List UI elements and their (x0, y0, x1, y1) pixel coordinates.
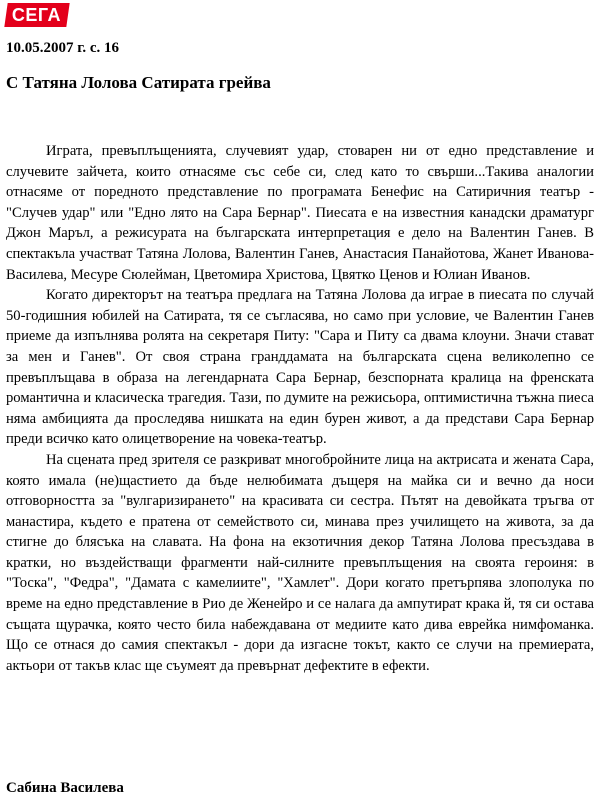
article-paragraph: Когато директорът на театъра предлага на Татяна Лолова да играе в пиесата по случай 50-годишния юбилей на Сатирата, тя се съгласява, но само при условие, че Валентин Ганев приеме да изпълнява ролята на секретаря Питу: "Сара и Питу са двама клоуни. Значи стават за мен и Ганев". От своя страна гранддамата на българската сцена великолепно се превъплъщава в образа на легендарната Сара Бернар, безспорната кралица на френската романтична и класическа трагедия. Тази, по думите на режисьора, оптимистична тъжна пиеса няма амбицията да проследява нишката на един бурен живот, а да представи Сара Бернар преди всичко като олицетворение на човека-театър. (6, 287, 594, 448)
sega-logo (4, 3, 69, 27)
article-paragraph: Играта, превъплъщенията, случевият удар, стоварен ни от едно представление и случевите зайчета, които отнасяме със себе си, след като то свърши...Такива аналогии отнасяме от поредното представление по програмата Бенефис на Сатиричния театър - "Случев удар" или "Едно лято на Сара Бернар". Пиесата е на известния канадски драматург Джон Маръл, а режисурата на българската интерпретация е дело на Валентин Ганев. В спектакъла участват Татяна Лолова, Валентин Ганев, Анастасия Панайотова, Жанет Иванова-Василева, Месуре Сюлейман, Цветомира Христова, Цвятко Ценов и Юлиан Иванов. (6, 143, 594, 283)
article-body (6, 141, 594, 676)
article-author: Сабина Василева (6, 780, 124, 796)
article-title: С Татяна Лолова Сатирата грейва (6, 73, 271, 92)
article-paragraph: На сцената пред зрителя се разкриват многобройните лица на актрисата и жената Сара, която имала (не)щастието да бъде нелюбимата дъщеря на майка си и вечно да носи отговорността за "вулгаризирането" на красивата си сестра. Пътят на девойката тръгва от манастира, където е пратена от семейството си, минава през училището на живота, за да стигне до блясъка на славата. На фона на екзотичния декор Татяна Лолова пресъздава в кратки, но въздействащи фрагменти най-силните превъплъщения на своята героиня: в "Тоска", "Федра", "Дамата с камелиите", "Хамлет". Дори когато претърпява злополука по време на едно представление в Рио де Женейро и се налага да ампутират крака й, тя си остава същата щурачка, която често била набеждавана от медиите като дива еврейка нимфоманка. Що се отнася до самия спектакъл - дори да изгасне токът, както се случи на премиерата, актьори от такъв клас ще съумеят да превърнат дефектите в ефекти. (6, 451, 594, 674)
publication-date: 10.05.2007 г. с. 16 (6, 40, 120, 56)
logo-text: СЕГА (12, 4, 62, 25)
